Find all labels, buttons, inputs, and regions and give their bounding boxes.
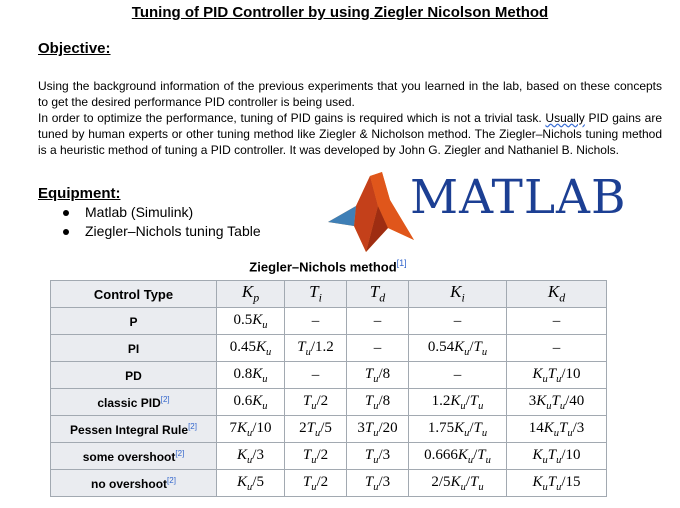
cell-kd <box>507 416 607 443</box>
math-text: – <box>373 312 382 329</box>
row-label: Pessen Integral Rule <box>70 422 189 437</box>
col-header-control-type: Control Type <box>51 281 217 308</box>
row-header <box>51 362 217 389</box>
cell-ti <box>285 389 347 416</box>
table-row <box>51 443 607 470</box>
objective-text-part-c: PID gains are tuned by human experts or other tuning method like Ziegler & Nicholson method. The Ziegler–Nichols tuning method is a heuristic method of tuning a PID controller. It was developed by John G. Ziegler and Nathaniel B. Nichols. <box>38 111 662 157</box>
equipment-list <box>60 203 261 241</box>
math-text: $2T_u/5$ <box>299 419 332 439</box>
objective-paragraph-2 <box>38 110 662 158</box>
math-text: $T_u/1.2$ <box>297 338 334 358</box>
row-reference: [2] <box>167 475 176 485</box>
cell-kp <box>217 335 285 362</box>
cell-td <box>347 443 409 470</box>
table-row <box>51 335 607 362</box>
row-header <box>51 416 217 443</box>
matlab-wordmark: MATLAB <box>410 170 627 225</box>
math-text: $K_u/3$ <box>237 446 264 466</box>
math-text: $2/5K_u/T_u$ <box>431 473 484 493</box>
cell-kd <box>507 443 607 470</box>
cell-ti <box>285 362 347 389</box>
cell-td <box>347 362 409 389</box>
math-text: – <box>453 366 462 383</box>
math-text: $K_u/5$ <box>237 473 264 493</box>
table-row <box>51 470 607 497</box>
math-text: $K_p$ <box>241 282 260 305</box>
math-text: – <box>453 312 462 329</box>
caption-reference: [1] <box>396 258 407 268</box>
table-row <box>51 389 607 416</box>
cell-ti <box>285 443 347 470</box>
col-header-ki <box>409 281 507 308</box>
cell-ki <box>409 362 507 389</box>
row-reference: [2] <box>188 421 197 431</box>
cell-ti <box>285 308 347 335</box>
objective-text <box>38 78 662 158</box>
math-text: – <box>311 366 320 383</box>
cell-kp <box>217 308 285 335</box>
row-label: PD <box>125 368 142 383</box>
cell-td <box>347 416 409 443</box>
row-header <box>51 389 217 416</box>
equipment-heading: Equipment: <box>38 185 121 202</box>
math-text: $3T_u/20$ <box>357 419 398 439</box>
math-text: $T_u/3$ <box>364 473 391 493</box>
cell-ti <box>285 416 347 443</box>
table-row <box>51 362 607 389</box>
objective-heading: Objective: <box>38 40 111 57</box>
matlab-membrane-icon <box>326 166 416 252</box>
math-text: $T_u/8$ <box>364 392 391 412</box>
cell-kp <box>217 362 285 389</box>
cell-td <box>347 335 409 362</box>
math-text: $T_u/8$ <box>364 365 391 385</box>
cell-td <box>347 389 409 416</box>
math-text: $7K_u/10$ <box>229 419 272 439</box>
row-label: no overshoot <box>91 476 168 491</box>
cell-kd <box>507 470 607 497</box>
cell-ki <box>409 308 507 335</box>
math-text: $K_uT_u/15$ <box>532 473 581 493</box>
cell-kp <box>217 443 285 470</box>
math-text: $T_u/2$ <box>302 392 329 412</box>
row-label: some overshoot <box>82 449 176 464</box>
table-caption <box>50 258 606 274</box>
equipment-item: Matlab (Simulink) <box>60 203 261 222</box>
equipment-item: Ziegler–Nichols tuning Table <box>60 222 261 241</box>
col-header-td <box>347 281 409 308</box>
math-text: – <box>552 312 561 329</box>
row-header <box>51 470 217 497</box>
math-text: $0.45K_u$ <box>229 338 272 358</box>
math-text: $T_u/3$ <box>364 446 391 466</box>
math-text: $0.5K_u$ <box>233 311 268 331</box>
math-text: $T_i$ <box>309 282 322 305</box>
cell-td <box>347 308 409 335</box>
row-label: PI <box>127 341 140 356</box>
cell-ki <box>409 335 507 362</box>
cell-ki <box>409 470 507 497</box>
row-reference: [2] <box>175 448 185 458</box>
math-text: $T_u/2$ <box>302 446 329 466</box>
cell-kd <box>507 389 607 416</box>
col-header-ti <box>285 281 347 308</box>
objective-text-part-a: In order to optimize the performance, tuning of PID gains is required which is not a trivial task. <box>38 111 542 125</box>
math-text: $0.54K_u/T_u$ <box>427 338 488 358</box>
math-text: $K_uT_u/10$ <box>532 365 581 385</box>
math-text: $1.2K_u/T_u$ <box>431 392 484 412</box>
cell-kd <box>507 308 607 335</box>
math-text: $T_u/2$ <box>302 473 329 493</box>
objective-paragraph-1: Using the background information of the previous experiments that you learned in the lab, based on these concepts to get the desired performance PID controller is being used. <box>38 79 662 109</box>
math-text: $3K_uT_u/40$ <box>528 392 585 412</box>
cell-ki <box>409 389 507 416</box>
table-header-row <box>51 281 607 308</box>
col-header-kp <box>217 281 285 308</box>
math-text: – <box>373 339 382 356</box>
math-text: $K_d$ <box>547 282 566 305</box>
cell-kp <box>217 416 285 443</box>
ziegler-nichols-table <box>50 280 607 497</box>
math-text: $1.75K_u/T_u$ <box>427 419 488 439</box>
row-header <box>51 308 217 335</box>
math-text: $K_uT_u/10$ <box>532 446 581 466</box>
spellcheck-word: Usually <box>545 111 585 125</box>
math-text: $0.6K_u$ <box>233 392 268 412</box>
cell-td <box>347 470 409 497</box>
row-reference: [2] <box>160 394 170 404</box>
cell-kd <box>507 335 607 362</box>
cell-ki <box>409 443 507 470</box>
row-header <box>51 335 217 362</box>
math-text: $0.666K_u/T_u$ <box>424 446 491 466</box>
math-text: $T_d$ <box>369 282 386 305</box>
table-row <box>51 308 607 335</box>
matlab-logo <box>326 166 627 252</box>
row-label: P <box>129 314 138 329</box>
cell-kp <box>217 389 285 416</box>
math-text: – <box>552 339 561 356</box>
cell-ki <box>409 416 507 443</box>
cell-ti <box>285 470 347 497</box>
cell-kp <box>217 470 285 497</box>
row-header <box>51 443 217 470</box>
row-label: classic PID <box>97 395 161 410</box>
page-title: Tuning of PID Controller by using Ziegler Nicolson Method <box>131 4 549 21</box>
math-text: – <box>311 312 320 329</box>
cell-kd <box>507 362 607 389</box>
cell-ti <box>285 335 347 362</box>
math-text: $14K_uT_u/3$ <box>528 419 585 439</box>
table-row <box>51 416 607 443</box>
math-text: $K_i$ <box>450 282 465 305</box>
col-header-kd <box>507 281 607 308</box>
math-text: $0.8K_u$ <box>233 365 268 385</box>
table-caption-text: Ziegler–Nichols method <box>249 259 397 275</box>
